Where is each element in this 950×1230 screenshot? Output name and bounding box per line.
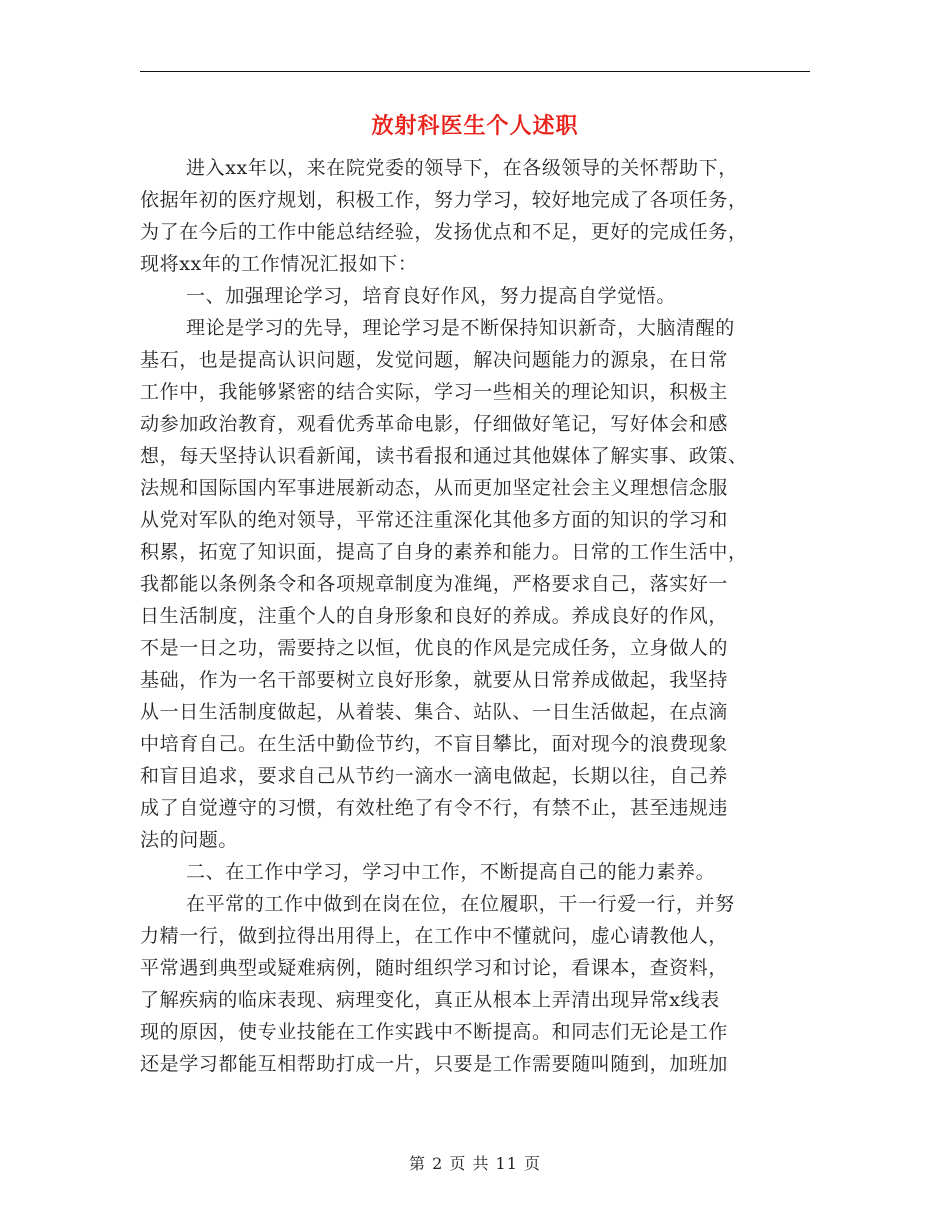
body-line: 还是学习都能互相帮助打成一片，只要是工作需要随叫随到，加班加 [140, 1053, 729, 1075]
section-heading: 一、加强理论学习，培育良好作风，努力提高自学觉悟。 [186, 285, 677, 307]
body-line: 中培育自己。在生活中勤俭节约，不盲目攀比，面对现今的浪费现象 [140, 733, 729, 755]
body-line: 基石，也是提高认识问题，发觉问题，解决问题能力的源泉，在日常 [140, 349, 729, 371]
body-line: 工作中，我能够紧密的结合实际，学习一些相关的理论知识，积极主 [140, 381, 729, 403]
body-line: 基础，作为一名干部要树立良好形象，就要从日常养成做起，我坚持 [140, 669, 729, 691]
section-heading: 二、在工作中学习，学习中工作，不断提高自己的能力素养。 [186, 861, 716, 883]
body-line: 积累，拓宽了知识面，提高了自身的素养和能力。日常的工作生活中， [140, 541, 748, 563]
body-line: 了解疾病的临床表现、病理变化，真正从根本上弄清出现异常x线表 [140, 989, 720, 1011]
body-line: 现的原因，使专业技能在工作实践中不断提高。和同志们无论是工作 [140, 1021, 729, 1043]
body-line: 从一日生活制度做起，从着装、集合、站队、一日生活做起，在点滴 [140, 701, 729, 723]
body-line: 日生活制度，注重个人的自身形象和良好的养成。养成良好的作风， [140, 605, 729, 627]
body-line: 平常遇到典型或疑难病例，随时组织学习和讨论，看课本，查资料， [140, 957, 729, 979]
body-line: 想，每天坚持认识看新闻，读书看报和通过其他媒体了解实事、政策、 [140, 445, 748, 467]
body-line: 法的问题。 [140, 829, 239, 851]
body-line: 动参加政治教育，观看优秀革命电影，仔细做好笔记，写好体会和感 [140, 413, 729, 435]
body-line: 和盲目追求，要求自己从节约一滴水一滴电做起，长期以往，自己养 [140, 765, 729, 787]
body-line: 依据年初的医疗规划，积极工作，努力学习，较好地完成了各项任务， [140, 189, 748, 211]
page-number: 第 2 页 共 11 页 [409, 1154, 541, 1173]
body-line: 进入xx年以，来在院党委的领导下，在各级领导的关怀帮助下， [186, 157, 738, 179]
body-line: 在平常的工作中做到在岗在位，在位履职，干一行爱一行，并努 [186, 893, 735, 915]
body-line: 不是一日之功，需要持之以恒，优良的作风是完成任务，立身做人的 [140, 637, 729, 659]
body-line: 成了自觉遵守的习惯，有效杜绝了有令不行，有禁不止，甚至违规违 [140, 797, 729, 819]
body-line: 法规和国际国内军事进展新动态，从而更加坚定社会主义理想信念服 [140, 477, 729, 499]
body-line: 理论是学习的先导，理论学习是不断保持知识新奇，大脑清醒的 [186, 317, 735, 339]
body-line: 我都能以条例条令和各项规章制度为准绳，严格要求自己，落实好一 [140, 573, 729, 595]
body-line: 力精一行，做到拉得出用得上，在工作中不懂就问，虚心请教他人， [140, 925, 729, 947]
body-line: 现将xx年的工作情况汇报如下： [140, 253, 418, 275]
document-title: 放射科医生个人述职 [371, 113, 579, 139]
body-line: 从党对军队的绝对领导，平常还注重深化其他多方面的知识的学习和 [140, 509, 729, 531]
header-rule [140, 71, 810, 72]
body-line: 为了在今后的工作中能总结经验，发扬优点和不足，更好的完成任务， [140, 221, 748, 243]
